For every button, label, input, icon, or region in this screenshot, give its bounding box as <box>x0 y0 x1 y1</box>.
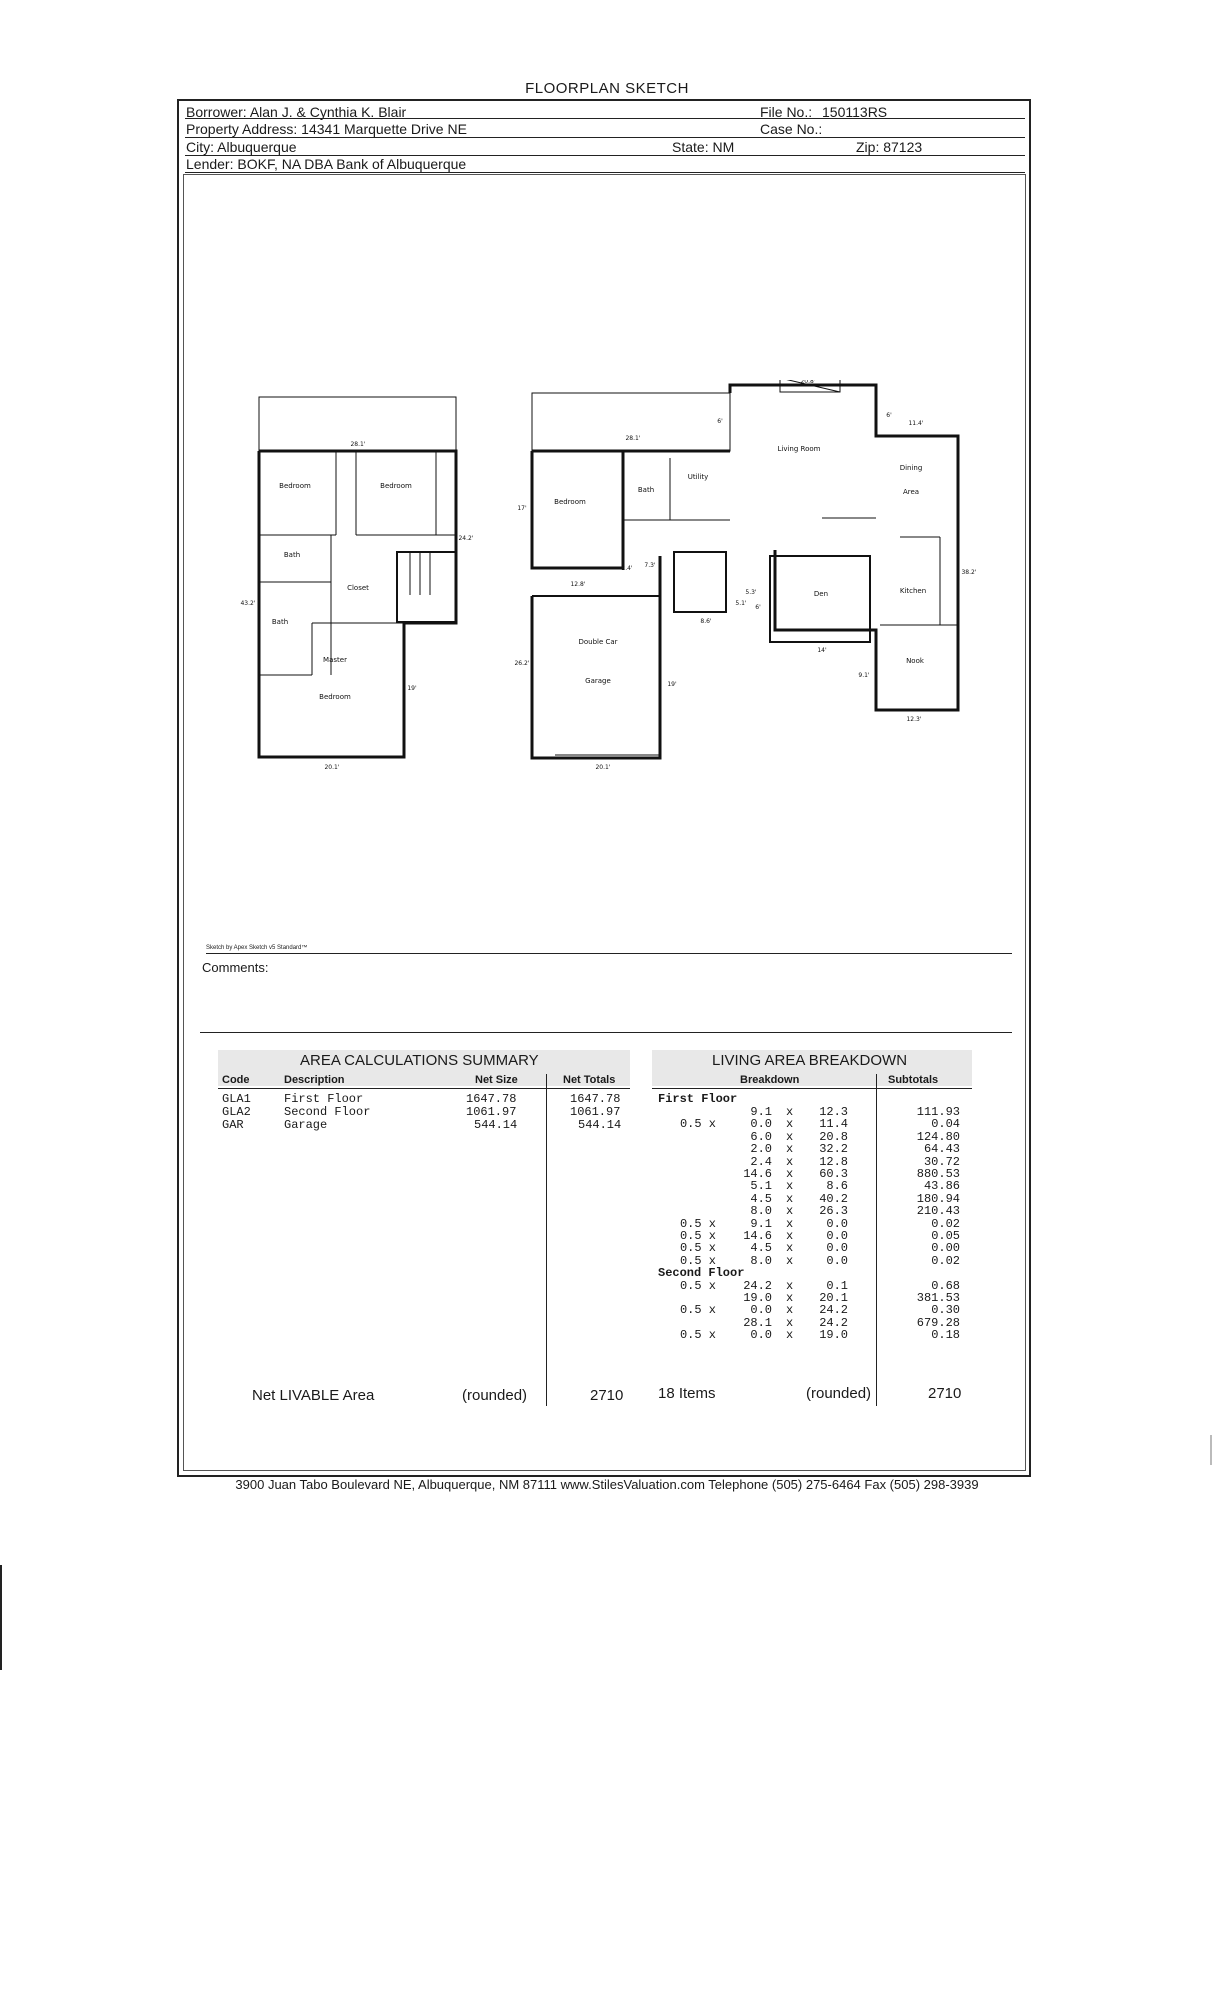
table-row <box>570 1092 620 1106</box>
times-sign: x <box>786 1167 794 1181</box>
footer-contact: 3900 Juan Tabo Boulevard NE, Albuquerque, NM 87111 www.StilesValuation.com Telephone (505) 275-6464 Fax (505) 298-3939 <box>235 1477 979 1492</box>
times-sign: x <box>786 1204 794 1219</box>
dim: 6' <box>886 412 892 419</box>
b-cell: 32.2 <box>819 1142 848 1157</box>
a-cell: 0.0 <box>750 1303 772 1318</box>
col-code: Code <box>222 1074 250 1086</box>
dim: 43.2' <box>240 600 256 607</box>
first-floor-label: First Floor <box>658 1092 738 1106</box>
dim: 5.3' <box>745 589 757 596</box>
factor-cell: 0.5 x <box>679 1229 716 1243</box>
borrower-label: Borrower: <box>186 104 247 120</box>
a-cell: 8.0 <box>750 1253 772 1268</box>
dimension-labels <box>240 380 976 771</box>
b-cell: 24.2 <box>819 1303 848 1318</box>
total-cell: 1061.97 <box>570 1105 621 1119</box>
dim: 8.6' <box>700 618 712 625</box>
table-row <box>222 1092 251 1106</box>
desc-cell: First Floor <box>284 1092 364 1106</box>
b-cell: 11.4 <box>819 1117 848 1132</box>
a-cell: 2.4 <box>750 1154 772 1169</box>
second-floor-label: Second Floor <box>658 1266 745 1281</box>
desc-cell: Second Floor <box>284 1105 371 1119</box>
times-sign: x <box>786 1154 794 1169</box>
file-label: File No.: <box>760 104 813 120</box>
table-row <box>284 1105 370 1119</box>
total-cell: 544.14 <box>578 1118 622 1132</box>
times-sign: x <box>786 1315 794 1330</box>
a-cell: 24.2 <box>743 1278 772 1293</box>
a-cell: 9.1 <box>750 1105 772 1119</box>
breakdown-total: 2710 <box>928 1385 962 1402</box>
times-sign: x <box>786 1328 794 1343</box>
a-cell: 4.5 <box>750 1191 772 1206</box>
sub-cell: 0.02 <box>931 1253 960 1268</box>
scan-edge-mark <box>1210 1435 1212 1465</box>
col-subtotals: Subtotals <box>888 1074 939 1086</box>
factor-cell: 0.5 x <box>679 1216 716 1231</box>
times-sign: x <box>786 1278 794 1293</box>
table-row <box>222 1118 244 1132</box>
times-sign: x <box>786 1117 794 1132</box>
b-cell: 12.8 <box>819 1154 848 1169</box>
case-row <box>760 121 822 137</box>
sub-cell: 64.43 <box>923 1142 960 1157</box>
b-cell: 40.2 <box>819 1191 848 1206</box>
room-bath-2: Bath <box>271 618 289 626</box>
room-labels <box>272 445 926 701</box>
room-closet: Closet <box>347 584 369 592</box>
times-sign: x <box>786 1229 794 1243</box>
b-cell: 8.6 <box>826 1179 848 1194</box>
first-floor-plan <box>532 380 958 758</box>
net-cell: 544.14 <box>474 1118 518 1132</box>
summary-divider <box>546 1074 547 1406</box>
comments-label: Comments: <box>202 960 269 975</box>
table-row <box>570 1105 620 1119</box>
times-sign: x <box>786 1142 794 1157</box>
desc-cell: Garage <box>284 1118 328 1132</box>
a-cell: 4.5 <box>750 1241 772 1256</box>
dim: 14' <box>817 647 827 654</box>
sub-cell: 0.30 <box>931 1303 960 1318</box>
sub-cell: 679.28 <box>916 1315 960 1330</box>
times-sign: x <box>786 1241 794 1256</box>
room-garage-1: Double Car <box>578 638 618 646</box>
header-rule <box>185 137 1025 138</box>
dim: 28.1' <box>350 441 366 448</box>
breakdown-rounded-label: (rounded) <box>806 1385 872 1402</box>
sub-cell: 0.04 <box>931 1117 960 1132</box>
sketch-credit: Sketch by Apex Sketch v5 Standard™ <box>206 945 308 951</box>
address-row <box>186 121 467 137</box>
sub-cell: 880.53 <box>916 1167 960 1181</box>
living-breakdown-heading: LIVING AREA BREAKDOWN <box>712 1052 908 1069</box>
sub-cell: 124.80 <box>916 1129 960 1144</box>
dim: 19' <box>667 681 677 688</box>
room-area: Area <box>902 488 920 496</box>
table-row <box>578 1118 621 1132</box>
lender-row <box>186 156 466 172</box>
room-bedroom-3: Bedroom <box>554 498 586 506</box>
b-cell: 0.0 <box>826 1229 848 1243</box>
room-living: Living Room <box>777 445 821 453</box>
borrower-value: Alan J. & Cynthia K. Blair <box>249 104 407 120</box>
times-sign: x <box>786 1216 794 1231</box>
col-net-size: Net Size <box>475 1074 518 1086</box>
col-description: Description <box>284 1074 345 1086</box>
b-cell: 0.0 <box>826 1253 848 1268</box>
room-nook: Nook <box>906 657 924 665</box>
a-cell: 14.6 <box>743 1167 772 1181</box>
zip-row <box>856 139 922 155</box>
times-sign: x <box>786 1253 794 1268</box>
sketch-rule <box>206 953 1012 954</box>
col-net-totals: Net Totals <box>563 1074 616 1086</box>
sketch-frame <box>183 174 1026 1471</box>
dim: 28.1' <box>625 435 641 442</box>
dim: 24.2' <box>458 535 474 542</box>
dim: 12.3' <box>906 716 922 723</box>
table-row <box>284 1092 363 1106</box>
sub-cell: 0.68 <box>931 1278 960 1293</box>
summary-rule <box>218 1088 630 1089</box>
b-cell: 0.0 <box>826 1216 848 1231</box>
times-sign: x <box>786 1129 794 1144</box>
room-utility: Utility <box>687 473 709 481</box>
factor-cell: 0.5 x <box>679 1328 716 1343</box>
a-cell: 28.1 <box>743 1315 772 1330</box>
sub-cell: 0.05 <box>931 1229 960 1243</box>
sub-cell: 210.43 <box>916 1204 960 1219</box>
lender-label: Lender: <box>186 156 234 172</box>
sub-cell: 0.18 <box>931 1328 960 1343</box>
breakdown-rule <box>652 1088 972 1089</box>
dim: 20.1' <box>595 764 611 771</box>
header-rule <box>185 172 1025 173</box>
b-cell: 12.3 <box>819 1105 848 1119</box>
room-bath-1: Bath <box>283 551 301 559</box>
table-row <box>284 1118 327 1132</box>
dim: 20.1' <box>324 764 340 771</box>
dim: 6' <box>717 418 723 425</box>
net-livable-value: 2710 <box>590 1387 624 1404</box>
room-bedroom-2: Bedroom <box>380 482 412 490</box>
b-cell: 0.1 <box>826 1278 848 1293</box>
city-row <box>186 139 297 155</box>
scan-edge-mark <box>0 1565 2 1670</box>
a-cell: 0.0 <box>750 1328 772 1343</box>
code-cell: GAR <box>222 1118 244 1132</box>
room-kitchen: Kitchen <box>899 587 927 595</box>
city-label: City: <box>186 139 214 155</box>
page-title: FLOORPLAN SKETCH <box>525 80 689 97</box>
b-cell: 26.3 <box>819 1204 848 1219</box>
times-sign: x <box>786 1105 794 1119</box>
sub-cell: 0.02 <box>931 1216 960 1231</box>
area-summary-heading: AREA CALCULATIONS SUMMARY <box>300 1052 539 1069</box>
a-cell: 6.0 <box>750 1129 772 1144</box>
net-livable-label: Net LIVABLE Area <box>252 1387 375 1404</box>
dim: 17' <box>517 505 527 512</box>
a-cell: 2.0 <box>750 1142 772 1157</box>
code-cell: GLA2 <box>222 1105 251 1119</box>
lender-value: BOKF, NA DBA Bank of Albuquerque <box>237 156 467 172</box>
factor-cell: 0.5 x <box>679 1303 716 1318</box>
room-bedroom-1: Bedroom <box>279 482 311 490</box>
room-master: Master <box>323 656 347 664</box>
times-sign: x <box>786 1179 794 1194</box>
second-floor-plan <box>259 397 456 757</box>
comments-rule <box>200 1032 1012 1033</box>
times-sign: x <box>786 1303 794 1318</box>
dim: 7.3' <box>644 562 656 569</box>
sub-cell: 111.93 <box>916 1105 960 1119</box>
sub-cell: 43.86 <box>923 1179 960 1194</box>
room-den: Den <box>813 590 829 598</box>
times-sign: x <box>786 1191 794 1206</box>
address-label: Property Address: <box>186 121 298 137</box>
table-row <box>474 1118 517 1132</box>
dim: 5.1' <box>735 600 747 607</box>
items-count: 18 Items <box>658 1385 716 1402</box>
zip-label: Zip: <box>856 139 880 155</box>
net-cell: 1061.97 <box>466 1105 517 1119</box>
b-cell: 19.0 <box>819 1328 848 1343</box>
times-sign: x <box>786 1291 794 1305</box>
city-value: Albuquerque <box>217 139 297 155</box>
state-value: NM <box>712 139 735 155</box>
room-bath-3: Bath <box>637 486 655 494</box>
dim: 20.8' <box>800 380 816 385</box>
factor-cell: 0.5 x <box>679 1117 716 1132</box>
state-label: State: <box>672 139 709 155</box>
table-row <box>222 1105 251 1119</box>
breakdown-divider <box>876 1074 877 1406</box>
floorplan-sketch <box>240 380 980 780</box>
sub-cell: 0.00 <box>931 1241 960 1256</box>
b-cell: 20.1 <box>819 1291 848 1305</box>
col-breakdown: Breakdown <box>740 1074 800 1086</box>
net-cell: 1647.78 <box>466 1092 517 1106</box>
dim: 6' <box>755 604 761 611</box>
room-garage-2: Garage <box>585 677 611 685</box>
factor-cell: 0.5 x <box>679 1278 716 1293</box>
rounded-label: (rounded) <box>462 1387 528 1404</box>
a-cell: 0.0 <box>750 1117 772 1132</box>
sub-cell: 30.72 <box>923 1154 960 1169</box>
total-cell: 1647.78 <box>570 1092 621 1106</box>
dim: 11.4' <box>908 420 924 427</box>
b-cell: 60.3 <box>819 1167 848 1181</box>
dim: 12.8' <box>570 581 586 588</box>
table-row <box>466 1105 516 1119</box>
dim: 38.2' <box>961 569 977 576</box>
table-row <box>466 1092 516 1106</box>
code-cell: GLA1 <box>222 1092 251 1106</box>
a-cell: 9.1 <box>750 1216 772 1231</box>
factor-cell: 0.5 x <box>679 1253 716 1268</box>
room-master-bedroom: Bedroom <box>319 693 351 701</box>
a-cell: 19.0 <box>743 1291 772 1305</box>
dim: 2.4' <box>621 565 633 572</box>
address-value: 14341 Marquette Drive NE <box>301 121 467 137</box>
file-value: 150113RS <box>822 104 888 120</box>
header-rule <box>185 118 1025 119</box>
dim: 19' <box>407 685 417 692</box>
sub-cell: 381.53 <box>916 1291 960 1305</box>
dim: 9.1' <box>858 672 870 679</box>
dim: 26.2' <box>514 660 530 667</box>
room-dining: Dining <box>899 464 923 472</box>
a-cell: 8.0 <box>750 1204 772 1219</box>
a-cell: 14.6 <box>743 1229 772 1243</box>
zip-value: 87123 <box>883 139 923 155</box>
state-row <box>672 139 734 155</box>
b-cell: 0.0 <box>826 1241 848 1256</box>
b-cell: 24.2 <box>819 1315 848 1330</box>
factor-cell: 0.5 x <box>679 1241 716 1256</box>
b-cell: 20.8 <box>819 1129 848 1144</box>
a-cell: 5.1 <box>750 1179 772 1194</box>
sub-cell: 180.94 <box>916 1191 960 1206</box>
case-label: Case No.: <box>760 121 823 137</box>
